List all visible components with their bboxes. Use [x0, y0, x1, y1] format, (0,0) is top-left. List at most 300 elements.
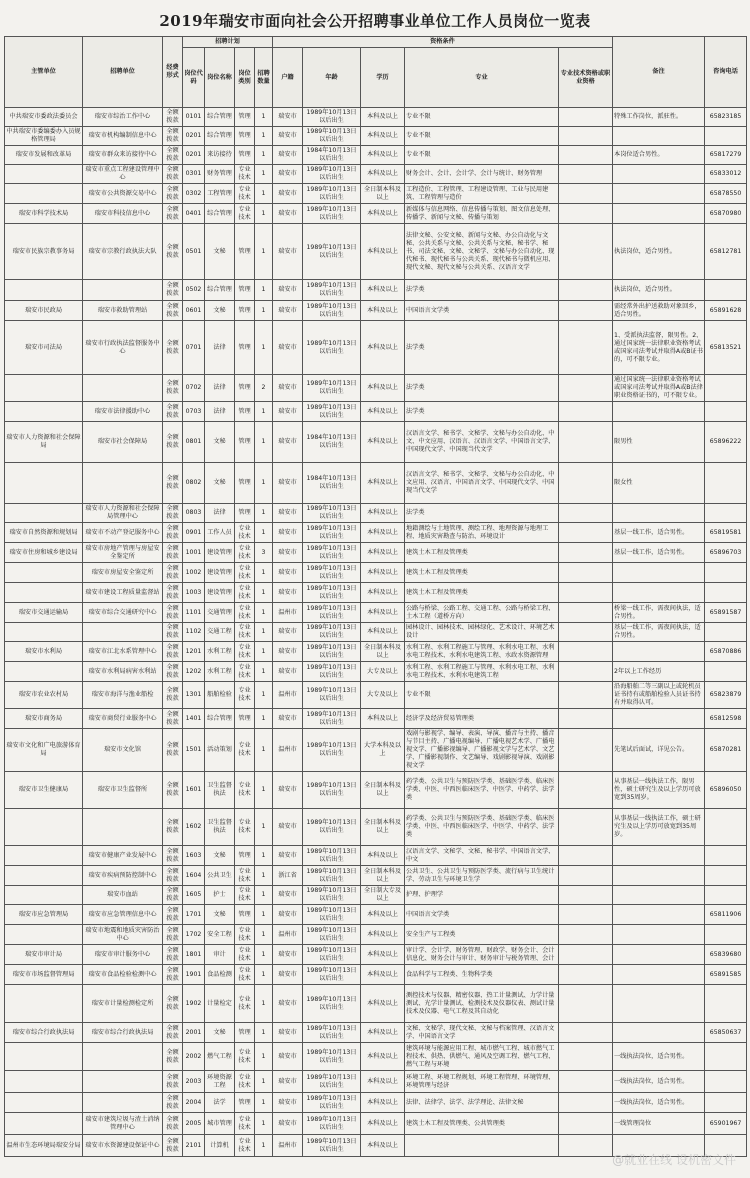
cell-form: 全额拨款	[163, 965, 183, 985]
table-row	[5, 463, 747, 504]
job-table	[4, 36, 747, 1157]
cell-note	[613, 886, 705, 905]
table-row	[5, 623, 747, 642]
cell-age: 1984年10月13日以后出生	[303, 146, 361, 165]
cell-edu: 本科及以上	[361, 543, 405, 563]
table-row	[5, 375, 747, 402]
cell-cat: 专业技术	[235, 886, 255, 905]
cell-num: 1	[255, 945, 273, 965]
cell-cert	[559, 463, 613, 504]
cell-cat: 专业技术	[235, 184, 255, 204]
cell-note: 1、受派执法监督，限男性。2、通过国家统一法律职业资格考试或国家司法考试并取得A或B证书的，可不限专业。	[613, 321, 705, 375]
cell-code: 0802	[183, 463, 205, 504]
cell-hukou: 瑞安市	[273, 1113, 303, 1135]
cell-code: 0501	[183, 224, 205, 280]
cell-code: 1401	[183, 709, 205, 729]
watermark: @就业在线 设机密文件	[612, 1153, 736, 1167]
cell-post: 公共卫生	[205, 866, 235, 886]
cell-edu: 大学本科及以上	[361, 729, 405, 772]
cell-major: 文秘、文秘学、现代文秘、文秘与档案管理、汉语言文学、中国语言文学	[405, 1023, 559, 1043]
cell-hukou: 瑞安市	[273, 846, 303, 866]
cell-major: 测控技术与仪器、精密仪器、热工计量测试、力学计量测试、光学计量测试、检测技术及仪器仪表、测试计量技术及仪器、电气工程及其自动化	[405, 985, 559, 1023]
cell-tel: 65819581	[705, 523, 747, 543]
cell-tel	[705, 925, 747, 945]
cell-post: 综合管理	[205, 127, 235, 146]
table-row	[5, 146, 747, 165]
header-note: 备注	[613, 37, 705, 108]
cell-cat: 专业技术	[235, 1043, 255, 1071]
cell-dept: 瑞安市住房和城乡建设局	[5, 543, 83, 563]
cell-form: 全额拨款	[163, 662, 183, 682]
cell-code: 1001	[183, 543, 205, 563]
table-row	[5, 846, 747, 866]
cell-num: 1	[255, 965, 273, 985]
cell-age: 1989年10月13日以后出生	[303, 224, 361, 280]
cell-post: 计量检定	[205, 985, 235, 1023]
cell-cert	[559, 127, 613, 146]
table-row	[5, 321, 747, 375]
cell-post: 财务管理	[205, 165, 235, 184]
cell-note: 特殊工作岗位，派驻性。	[613, 108, 705, 127]
table-row	[5, 583, 747, 603]
cell-cat: 专业技术	[235, 165, 255, 184]
cell-dept	[5, 583, 83, 603]
cell-age: 1989年10月13日以后出生	[303, 642, 361, 662]
cell-hukou: 瑞安市	[273, 375, 303, 402]
cell-unit: 瑞安市计量检测检定所	[83, 985, 163, 1023]
cell-hukou: 瑞安市	[273, 1043, 303, 1071]
cell-major: 安全生产与工程类	[405, 925, 559, 945]
table-row	[5, 301, 747, 321]
cell-age: 1989年10月13日以后出生	[303, 682, 361, 709]
cell-note: 限女性	[613, 463, 705, 504]
cell-tel: 65891587	[705, 603, 747, 623]
cell-major: 地籍测绘与土地管理、测绘工程、地理资源与地理工程、地质灾害勘查与防治、环境设计	[405, 523, 559, 543]
cell-edu: 本科及以上	[361, 504, 405, 523]
cell-cert	[559, 1093, 613, 1113]
cell-cat: 管理	[235, 375, 255, 402]
cell-major: 法学类	[405, 280, 559, 301]
cell-code: 1101	[183, 603, 205, 623]
cell-major: 法学类	[405, 504, 559, 523]
cell-unit: 瑞安市血站	[83, 886, 163, 905]
cell-code: 1702	[183, 925, 205, 945]
cell-form: 全额拨款	[163, 809, 183, 846]
cell-tel: 65850637	[705, 1023, 747, 1043]
header-code: 岗位代码	[183, 48, 205, 108]
cell-tel	[705, 375, 747, 402]
cell-dept	[5, 846, 83, 866]
table-row	[5, 709, 747, 729]
cell-note: 基层一线工作，需夜间执法，适合男性。	[613, 623, 705, 642]
cell-major: 护理、护理学	[405, 886, 559, 905]
cell-dept: 瑞安市应急管理局	[5, 905, 83, 925]
cell-major: 专业不限	[405, 108, 559, 127]
cell-form: 全额拨款	[163, 925, 183, 945]
cell-cert	[559, 1071, 613, 1093]
cell-cat: 管理	[235, 463, 255, 504]
cell-age: 1989年10月13日以后出生	[303, 709, 361, 729]
cell-unit: 瑞安市水资源建设保证中心	[83, 1135, 163, 1157]
cell-form: 全额拨款	[163, 321, 183, 375]
cell-post: 交通管理	[205, 603, 235, 623]
cell-code: 1902	[183, 985, 205, 1023]
cell-dept: 瑞安市发展和改革局	[5, 146, 83, 165]
cell-dept: 瑞安市农业农村局	[5, 682, 83, 709]
cell-edu: 本科及以上	[361, 146, 405, 165]
cell-cert	[559, 375, 613, 402]
cell-unit: 瑞安市群众来访接待中心	[83, 146, 163, 165]
cell-form: 全额拨款	[163, 642, 183, 662]
cell-edu: 本科及以上	[361, 1113, 405, 1135]
cell-cat: 专业技术	[235, 965, 255, 985]
cell-post: 文秘	[205, 846, 235, 866]
cell-major: 公共卫生、公共卫生与预防医学类、流行病与卫生统计学、劳动卫生与环境卫生学	[405, 866, 559, 886]
cell-note: 需经常外出护送救助对象回乡，适合男性。	[613, 301, 705, 321]
cell-dept: 瑞安市综合行政执法局	[5, 1023, 83, 1043]
cell-tel	[705, 846, 747, 866]
cell-edu: 全日制大专及以上	[361, 886, 405, 905]
cell-num: 1	[255, 603, 273, 623]
cell-hukou: 温州市	[273, 729, 303, 772]
cell-major: 药学类、公共卫生与预防医学类、基础医学类、临床医学类、中医、中西医临床医学、中医学、中药学、法学类	[405, 772, 559, 809]
cell-major: 戏剧与影视学、编导、表演、导演、播音与主持、播音与节目主持、广播电视编导、广播电视艺术学、广播电视文学、广播影视编导、广播影视文学与艺术学、文艺学、广播影视制作、文艺编导、戏剧影视导演、戏剧影视文学	[405, 729, 559, 772]
cell-major: 中国语言文学类	[405, 301, 559, 321]
cell-tel	[705, 563, 747, 583]
cell-age: 1989年10月13日以后出生	[303, 866, 361, 886]
cell-num: 1	[255, 1071, 273, 1093]
cell-unit: 瑞安市建筑垃圾与渣土消纳管理中心	[83, 1113, 163, 1135]
cell-num: 1	[255, 985, 273, 1023]
cell-dept	[5, 402, 83, 422]
cell-edu: 本科及以上	[361, 523, 405, 543]
cell-cert	[559, 1135, 613, 1157]
cell-num: 1	[255, 623, 273, 642]
cell-age: 1989年10月13日以后出生	[303, 1043, 361, 1071]
cell-cat: 管理	[235, 402, 255, 422]
cell-tel: 65833012	[705, 165, 747, 184]
cell-unit: 瑞安市地震和地质灾害防治中心	[83, 925, 163, 945]
cell-num: 1	[255, 1093, 273, 1113]
cell-post: 工程管理	[205, 184, 235, 204]
cell-post: 活动策划	[205, 729, 235, 772]
cell-dept: 瑞安市商务局	[5, 709, 83, 729]
cell-cert	[559, 321, 613, 375]
cell-post: 法律	[205, 504, 235, 523]
cell-post: 法律	[205, 402, 235, 422]
cell-age: 1989年10月13日以后出生	[303, 846, 361, 866]
cell-form: 全额拨款	[163, 886, 183, 905]
header-major: 专业	[405, 48, 559, 108]
cell-age: 1989年10月13日以后出生	[303, 1135, 361, 1157]
cell-note: 通过国家统一法律职业资格考试或国家司法考试并取得A或B法律职业资格证书的，可不限专业。	[613, 375, 705, 402]
cell-form: 全额拨款	[163, 224, 183, 280]
cell-num: 1	[255, 729, 273, 772]
cell-edu: 本科及以上	[361, 1023, 405, 1043]
cell-unit: 瑞安市法律援助中心	[83, 402, 163, 422]
table-row	[5, 1043, 747, 1071]
cell-dept: 瑞安市科学技术局	[5, 204, 83, 224]
cell-edu: 本科及以上	[361, 965, 405, 985]
cell-form: 全额拨款	[163, 709, 183, 729]
cell-note	[613, 402, 705, 422]
table-row	[5, 402, 747, 422]
cell-age: 1989年10月13日以后出生	[303, 945, 361, 965]
cell-cert	[559, 523, 613, 543]
cell-cat: 专业技术	[235, 603, 255, 623]
cell-note: 执法岗位，适合男性。	[613, 280, 705, 301]
cell-tel: 65811906	[705, 905, 747, 925]
cell-code: 1501	[183, 729, 205, 772]
cell-edu: 全日制本科及以上	[361, 772, 405, 809]
cell-post: 综合管理	[205, 204, 235, 224]
cell-dept	[5, 184, 83, 204]
cell-hukou: 瑞安市	[273, 563, 303, 583]
cell-hukou: 瑞安市	[273, 662, 303, 682]
cell-major: 法律、法律学、法学、法学理论、法律文秘	[405, 1093, 559, 1113]
cell-code: 2005	[183, 1113, 205, 1135]
cell-edu: 本科及以上	[361, 623, 405, 642]
header-dept: 主管单位	[5, 37, 83, 108]
cell-dept	[5, 1093, 83, 1113]
cell-cert	[559, 925, 613, 945]
cell-hukou: 瑞安市	[273, 1023, 303, 1043]
cell-cat: 专业技术	[235, 1071, 255, 1093]
cell-major: 财务会计、会计、会计学、会计与统计、财务管理	[405, 165, 559, 184]
cell-major: 法学类	[405, 375, 559, 402]
cell-cert	[559, 945, 613, 965]
header-num: 招聘数量	[255, 48, 273, 108]
cell-hukou: 瑞安市	[273, 127, 303, 146]
cell-tel: 65901967	[705, 1113, 747, 1135]
cell-num: 1	[255, 280, 273, 301]
cell-edu: 本科及以上	[361, 563, 405, 583]
cell-code: 1601	[183, 772, 205, 809]
cell-major: 建筑环境与能源应用工程、城市燃气工程、城市燃气工程技术、供热、供燃气、通风及空调工程、燃气工程、燃气工程与环境	[405, 1043, 559, 1071]
cell-num: 1	[255, 504, 273, 523]
cell-num: 1	[255, 583, 273, 603]
cell-cat: 管理	[235, 1093, 255, 1113]
cell-num: 1	[255, 709, 273, 729]
cell-post: 来访接待	[205, 146, 235, 165]
cell-num: 1	[255, 523, 273, 543]
cell-dept: 温州市生态环境局瑞安分局	[5, 1135, 83, 1157]
cell-edu: 本科及以上	[361, 985, 405, 1023]
cell-code: 0302	[183, 184, 205, 204]
cell-cat: 专业技术	[235, 563, 255, 583]
cell-unit: 瑞安市水利局病害水利站	[83, 662, 163, 682]
cell-edu: 本科及以上	[361, 709, 405, 729]
cell-tel	[705, 463, 747, 504]
cell-form: 全额拨款	[163, 127, 183, 146]
cell-unit: 瑞安市商贸行业服务中心	[83, 709, 163, 729]
cell-edu: 全日制本科及以上	[361, 866, 405, 886]
table-row	[5, 224, 747, 280]
cell-unit: 瑞安市科技信息中心	[83, 204, 163, 224]
cell-hukou: 瑞安市	[273, 809, 303, 846]
cell-unit: 瑞安市海洋与渔业船检	[83, 682, 163, 709]
cell-hukou: 瑞安市	[273, 204, 303, 224]
cell-age: 1989年10月13日以后出生	[303, 809, 361, 846]
cell-cat: 管理	[235, 846, 255, 866]
cell-edu: 全日制本科及以上	[361, 184, 405, 204]
cell-note: 一线执法岗位，适合男性。	[613, 1043, 705, 1071]
cell-unit: 瑞安市疾病预防控制中心	[83, 866, 163, 886]
cell-form: 全额拨款	[163, 422, 183, 463]
cell-tel	[705, 866, 747, 886]
cell-hukou: 瑞安市	[273, 543, 303, 563]
cell-cert	[559, 985, 613, 1023]
header-post: 岗位名称	[205, 48, 235, 108]
cell-form: 全额拨款	[163, 463, 183, 504]
cell-tel: 65896050	[705, 772, 747, 809]
cell-num: 1	[255, 1043, 273, 1071]
cell-dept	[5, 866, 83, 886]
cell-post: 法律	[205, 321, 235, 375]
cell-cat: 专业技术	[235, 985, 255, 1023]
table-row	[5, 925, 747, 945]
cell-code: 0301	[183, 165, 205, 184]
cell-tel: 65878550	[705, 184, 747, 204]
cell-num: 1	[255, 204, 273, 224]
cell-tel: 65823185	[705, 108, 747, 127]
cell-note	[613, 204, 705, 224]
cell-hukou: 瑞安市	[273, 709, 303, 729]
cell-dept: 瑞安市民族宗教事务局	[5, 224, 83, 280]
cell-post: 交通工程	[205, 623, 235, 642]
cell-num: 1	[255, 422, 273, 463]
cell-cat: 专业技术	[235, 772, 255, 809]
cell-num: 1	[255, 1135, 273, 1157]
cell-age: 1989年10月13日以后出生	[303, 1093, 361, 1113]
cell-major: 水利工程、水利工程施工与管理、水利水电工程、水利水电工程技术、水利水电建筑工程	[405, 662, 559, 682]
cell-cert	[559, 729, 613, 772]
cell-age: 1989年10月13日以后出生	[303, 985, 361, 1023]
cell-unit: 瑞安市综合行政执法局	[83, 1023, 163, 1043]
cell-cert	[559, 603, 613, 623]
table-row	[5, 523, 747, 543]
cell-form: 全额拨款	[163, 583, 183, 603]
table-row	[5, 1093, 747, 1113]
cell-cert	[559, 809, 613, 846]
cell-age: 1989年10月13日以后出生	[303, 1071, 361, 1093]
header-qual: 资格条件	[273, 37, 613, 48]
cell-cert	[559, 165, 613, 184]
cell-unit: 瑞安市综治工作中心	[83, 108, 163, 127]
cell-unit: 瑞安市食品检验检测中心	[83, 965, 163, 985]
cell-cat: 专业技术	[235, 583, 255, 603]
cell-post: 建设管理	[205, 563, 235, 583]
cell-tel	[705, 280, 747, 301]
cell-form: 全额拨款	[163, 603, 183, 623]
cell-note	[613, 905, 705, 925]
table-row	[5, 1113, 747, 1135]
cell-tel	[705, 886, 747, 905]
cell-unit: 瑞安市卫生监督所	[83, 772, 163, 809]
cell-hukou: 温州市	[273, 682, 303, 709]
cell-edu: 本科及以上	[361, 224, 405, 280]
cell-major: 汉语言文学、秘书学、文秘学、文秘与办公自动化、中文、中文应用、汉语言、汉语言文学、中国语言文学、中国现代文学、中国现当代文学	[405, 422, 559, 463]
cell-post: 综合管理	[205, 280, 235, 301]
cell-post: 卫生监督执法	[205, 772, 235, 809]
cell-age: 1984年10月13日以后出生	[303, 422, 361, 463]
cell-cat: 专业技术	[235, 1135, 255, 1157]
cell-cert	[559, 402, 613, 422]
cell-cat: 管理	[235, 146, 255, 165]
cell-form: 全额拨款	[163, 543, 183, 563]
cell-form: 全额拨款	[163, 1135, 183, 1157]
header-edu: 学历	[361, 48, 405, 108]
table-row	[5, 422, 747, 463]
cell-note: 限男性	[613, 422, 705, 463]
cell-age: 1984年10月13日以后出生	[303, 463, 361, 504]
cell-form: 全额拨款	[163, 1113, 183, 1135]
cell-age: 1989年10月13日以后出生	[303, 1113, 361, 1135]
cell-dept	[5, 886, 83, 905]
cell-note	[613, 709, 705, 729]
cell-cert	[559, 301, 613, 321]
cell-major: 中国语言文学类	[405, 905, 559, 925]
cell-cert	[559, 543, 613, 563]
cell-cat: 管理	[235, 709, 255, 729]
cell-dept	[5, 1043, 83, 1071]
cell-tel: 65896703	[705, 543, 747, 563]
cell-post: 综合管理	[205, 709, 235, 729]
cell-code: 1002	[183, 563, 205, 583]
cell-age: 1989年10月13日以后出生	[303, 402, 361, 422]
cell-cat: 专业技术	[235, 662, 255, 682]
cell-code: 0803	[183, 504, 205, 523]
cell-age: 1989年10月13日以后出生	[303, 583, 361, 603]
cell-note	[613, 925, 705, 945]
cell-unit: 瑞安市健康产业发展中心	[83, 846, 163, 866]
cell-form: 全额拨款	[163, 204, 183, 224]
cell-code: 0401	[183, 204, 205, 224]
cell-tel	[705, 662, 747, 682]
table-row	[5, 729, 747, 772]
header-plan: 招聘计划	[183, 37, 273, 48]
cell-cat: 专业技术	[235, 523, 255, 543]
cell-form: 全额拨款	[163, 375, 183, 402]
cell-age: 1989年10月13日以后出生	[303, 905, 361, 925]
cell-num: 1	[255, 146, 273, 165]
cell-post: 环境资源工程	[205, 1071, 235, 1093]
cell-num: 1	[255, 563, 273, 583]
cell-edu: 本科及以上	[361, 127, 405, 146]
cell-hukou: 瑞安市	[273, 504, 303, 523]
cell-note: 桥梁一线工作，需夜间执法，适合男性。	[613, 603, 705, 623]
cell-form: 全额拨款	[163, 523, 183, 543]
cell-cert	[559, 563, 613, 583]
cell-hukou: 瑞安市	[273, 583, 303, 603]
cell-code: 0901	[183, 523, 205, 543]
cell-cat: 专业技术	[235, 729, 255, 772]
cell-tel	[705, 504, 747, 523]
cell-cat: 专业技术	[235, 642, 255, 662]
cell-form: 全额拨款	[163, 682, 183, 709]
cell-age: 1989年10月13日以后出生	[303, 504, 361, 523]
cell-post: 卫生监督执法	[205, 809, 235, 846]
cell-major: 工程造价、工程管理、工程建设管理、工业与民用建筑、工程管理与造价	[405, 184, 559, 204]
cell-hukou: 瑞安市	[273, 965, 303, 985]
cell-unit: 瑞安市社会保障局	[83, 422, 163, 463]
cell-unit	[83, 375, 163, 402]
cell-dept	[5, 925, 83, 945]
cell-num: 2	[255, 375, 273, 402]
cell-cert	[559, 642, 613, 662]
cell-note	[613, 1023, 705, 1043]
cell-cat: 专业技术	[235, 809, 255, 846]
